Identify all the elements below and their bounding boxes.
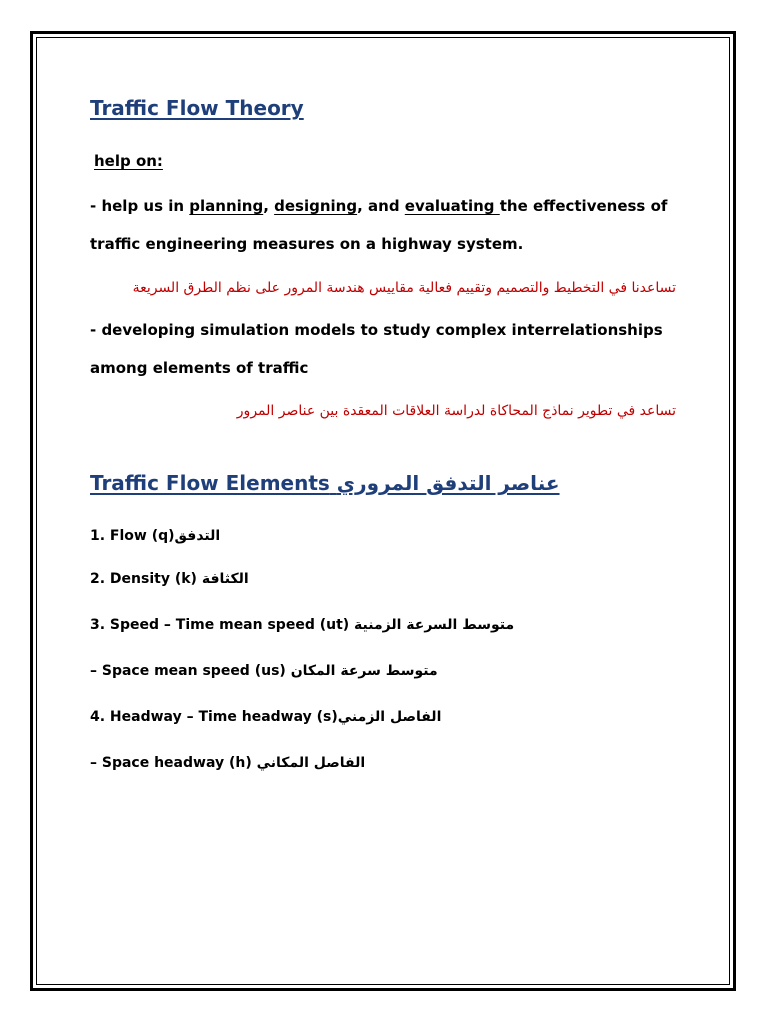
element-item-space-headway: [90, 755, 365, 771]
bullet-1-line-2: traffic engineering measures on a highway system.: [90, 235, 524, 253]
element-item-time-headway: [90, 709, 441, 725]
element-item-en: 1. Flow (q): [90, 528, 175, 544]
bullet-2-line-1: - developing simulation models to study complex interrelationships: [90, 321, 663, 339]
element-item-ar: الفاصل المكاني: [256, 755, 366, 771]
word-designing: designing: [274, 197, 358, 215]
element-item-en: – Space headway (h): [90, 755, 252, 771]
section-title-ar: عناصر التدفق المروري: [336, 471, 560, 495]
help-on-heading: help on:: [94, 152, 163, 170]
bullet-2-line-2: among elements of traffic: [90, 359, 309, 377]
element-item-ar: الفاصل الزمني: [337, 709, 442, 725]
word-evaluating: evaluating: [404, 197, 500, 215]
element-item-ar: متوسط سرعة المكان: [290, 663, 438, 679]
section-title-traffic-flow-theory: Traffic Flow Theory: [90, 96, 304, 120]
bullet-1-sep2: , and: [357, 197, 405, 215]
element-item-en: 3. Speed – Time mean speed (ut): [90, 617, 350, 633]
word-planning: planning: [189, 197, 264, 215]
arabic-translation-1: تساعدنا في التخطيط والتصميم وتقييم فعالية مقاييس هندسة المرور على نظم الطرق السريعة: [132, 280, 676, 296]
element-item-ar: الكثافة: [201, 571, 249, 587]
page-border-inner: [36, 37, 730, 985]
element-item-space-mean-speed: [90, 663, 438, 679]
element-item-speed-time-mean: [90, 617, 514, 633]
element-item-en: 2. Density (k): [90, 571, 197, 587]
element-item-flow: [90, 528, 220, 544]
bullet-1-prefix: - help us in: [90, 197, 190, 215]
element-item-en: 4. Headway – Time headway (s): [90, 709, 338, 725]
element-item-ar: التدفق: [174, 528, 221, 544]
bullet-1-line-1: [90, 197, 667, 215]
bullet-1-rest: the effectiveness of: [499, 197, 668, 215]
arabic-translation-2: تساعد في تطوير نماذج المحاكاة لدراسة العلاقات المعقدة بين عناصر المرور: [236, 403, 676, 419]
element-item-ar: متوسط السرعة الزمنية: [354, 617, 515, 633]
element-item-en: – Space mean speed (us): [90, 663, 286, 679]
section-title-en: Traffic Flow Elements: [90, 471, 330, 495]
section-title-traffic-flow-elements: [90, 471, 560, 495]
element-item-density: [90, 571, 249, 587]
bullet-1-sep1: ,: [263, 197, 275, 215]
